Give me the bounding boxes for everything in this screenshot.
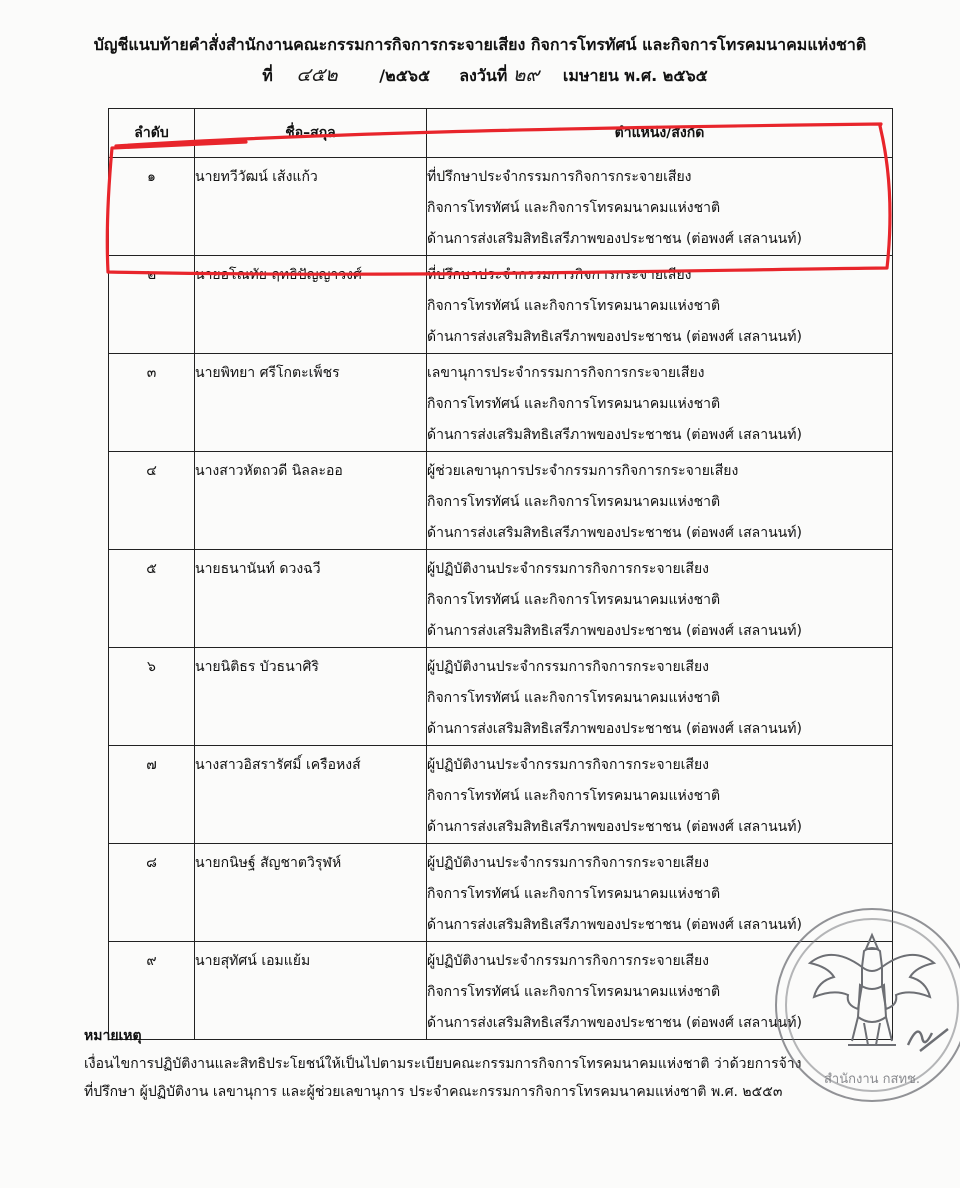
person-name: นายทวีวัฒน์ เส้งแก้ว <box>195 158 427 256</box>
position-line: ด้านการส่งเสริมสิทธิเสรีภาพของประชาชน (ต่อพงศ์ เสลานนท์) <box>427 525 802 541</box>
position-line: ด้านการส่งเสริมสิทธิเสรีภาพของประชาชน (ต่อพงศ์ เสลานนท์) <box>427 427 802 443</box>
person-name: นายกนิษฐ์ สัญชาตวิรุฬห์ <box>195 844 427 942</box>
notes-section <box>84 1022 954 1106</box>
position-cell <box>427 746 893 844</box>
row-number: ๙ <box>109 942 195 1040</box>
position-cell <box>427 550 893 648</box>
date-prefix: ลงวันที่ <box>459 66 508 85</box>
table-row <box>109 452 893 550</box>
order-year: /๒๕๖๕ <box>379 66 431 85</box>
position-line: ผู้ปฏิบัติงานประจำกรรมการกิจการกระจายเสียง <box>427 953 710 969</box>
position-line: ที่ปรึกษาประจำกรรมการกิจการกระจายเสียง <box>427 169 692 185</box>
header-order: ลำดับ <box>109 109 195 158</box>
position-line: ผู้ปฏิบัติงานประจำกรรมการกิจการกระจายเสียง <box>427 855 710 871</box>
table-row <box>109 648 893 746</box>
table-header-row <box>109 109 893 158</box>
document-header <box>0 30 960 91</box>
position-cell <box>427 648 893 746</box>
row-number: ๘ <box>109 844 195 942</box>
date-day: ๒๙ <box>512 64 540 86</box>
seal-text: สำนักงาน กสทช. <box>824 1072 920 1087</box>
position-cell <box>427 452 893 550</box>
person-name: นางสาวอิสรารัศมิ์ เครือหงส์ <box>195 746 427 844</box>
row-number: ๕ <box>109 550 195 648</box>
header-position: ตำแหน่ง/สังกัด <box>427 109 893 158</box>
position-line: ด้านการส่งเสริมสิทธิเสรีภาพของประชาชน (ต่อพงศ์ เสลานนท์) <box>427 329 802 345</box>
position-line: ผู้ปฏิบัติงานประจำกรรมการกิจการกระจายเสียง <box>427 659 710 675</box>
person-name: นายนิติธร บัวธนาศิริ <box>195 648 427 746</box>
position-cell <box>427 354 893 452</box>
position-line: กิจการโทรทัศน์ และกิจการโทรคมนาคมแห่งชาติ <box>427 788 721 804</box>
position-line: กิจการโทรทัศน์ และกิจการโทรคมนาคมแห่งชาติ <box>427 592 721 608</box>
table-row <box>109 256 893 354</box>
position-line: กิจการโทรทัศน์ และกิจการโทรคมนาคมแห่งชาติ <box>427 690 721 706</box>
row-number: ๒ <box>109 256 195 354</box>
position-cell <box>427 256 893 354</box>
position-line: ด้านการส่งเสริมสิทธิเสรีภาพของประชาชน (ต่อพงศ์ เสลานนท์) <box>427 231 802 247</box>
notes-title: หมายเหตุ <box>84 1028 142 1044</box>
position-line: ด้านการส่งเสริมสิทธิเสรีภาพของประชาชน (ต่อพงศ์ เสลานนท์) <box>427 1015 802 1031</box>
position-line: กิจการโทรทัศน์ และกิจการโทรคมนาคมแห่งชาติ <box>427 200 721 216</box>
position-line: ผู้ปฏิบัติงานประจำกรรมการกิจการกระจายเสียง <box>427 757 710 773</box>
order-number: ๔๕๒ <box>296 64 338 86</box>
row-number: ๔ <box>109 452 195 550</box>
date-month-year: เมษายน พ.ศ. ๒๕๖๕ <box>562 66 708 85</box>
position-line: ด้านการส่งเสริมสิทธิเสรีภาพของประชาชน (ต่อพงศ์ เสลานนท์) <box>427 721 802 737</box>
position-line: กิจการโทรทัศน์ และกิจการโทรคมนาคมแห่งชาติ <box>427 298 721 314</box>
position-line: เลขานุการประจำกรรมการกิจการกระจายเสียง <box>427 365 705 381</box>
row-number: ๗ <box>109 746 195 844</box>
position-line: ด้านการส่งเสริมสิทธิเสรีภาพของประชาชน (ต่อพงศ์ เสลานนท์) <box>427 623 802 639</box>
position-line: ด้านการส่งเสริมสิทธิเสรีภาพของประชาชน (ต่อพงศ์ เสลานนท์) <box>427 917 802 933</box>
person-name: นายอโณทัย ฤทธิปัญญาวงศ์ <box>195 256 427 354</box>
position-line: ที่ปรึกษาประจำกรรมการกิจการกระจายเสียง <box>427 267 692 283</box>
table-row <box>109 746 893 844</box>
table-row <box>109 354 893 452</box>
document-title: บัญชีแนบท้ายคำสั่งสำนักงานคณะกรรมการกิจการกระจายเสียง กิจการโทรทัศน์ และกิจการโทรคมนาคมแห่งชาติ <box>93 35 867 54</box>
table-row <box>109 550 893 648</box>
position-line: ผู้ช่วยเลขานุการประจำกรรมการกิจการกระจายเสียง <box>427 463 739 479</box>
notes-line: เงื่อนไขการปฏิบัติงานและสิทธิประโยชน์ให้เป็นไปตามระเบียบคณะกรรมการกิจการโทรคมนาคมแห่งชาติ ว่าด้วยการจ้าง <box>84 1056 802 1072</box>
notes-line: ที่ปรึกษา ผู้ปฏิบัติงาน เลขานุการ และผู้ช่วยเลขานุการ ประจำคณะกรรมการกิจการโทรคมนาคมแห่งชาติ พ.ศ. ๒๕๕๓ <box>84 1084 783 1100</box>
order-line <box>0 60 960 91</box>
position-line: กิจการโทรทัศน์ และกิจการโทรคมนาคมแห่งชาติ <box>427 494 721 510</box>
person-name: นายธนานันท์ ดวงฉวี <box>195 550 427 648</box>
order-prefix: ที่ <box>262 66 273 85</box>
person-name: นายสุทัศน์ เอมแย้ม <box>195 942 427 1040</box>
position-cell <box>427 844 893 942</box>
person-name: นายพิทยา ศรีโกตะเพ็ชร <box>195 354 427 452</box>
row-number: ๖ <box>109 648 195 746</box>
header-name: ชื่อ–สกุล <box>195 109 427 158</box>
position-line: ด้านการส่งเสริมสิทธิเสรีภาพของประชาชน (ต่อพงศ์ เสลานนท์) <box>427 819 802 835</box>
person-name: นางสาวหัตถวดี นิลละออ <box>195 452 427 550</box>
row-number: ๑ <box>109 158 195 256</box>
row-number: ๓ <box>109 354 195 452</box>
position-cell <box>427 158 893 256</box>
position-line: กิจการโทรทัศน์ และกิจการโทรคมนาคมแห่งชาติ <box>427 984 721 1000</box>
position-line: ผู้ปฏิบัติงานประจำกรรมการกิจการกระจายเสียง <box>427 561 710 577</box>
appointment-table <box>108 108 893 1040</box>
position-line: กิจการโทรทัศน์ และกิจการโทรคมนาคมแห่งชาติ <box>427 396 721 412</box>
table-row <box>109 158 893 256</box>
table-row <box>109 844 893 942</box>
position-line: กิจการโทรทัศน์ และกิจการโทรคมนาคมแห่งชาติ <box>427 886 721 902</box>
